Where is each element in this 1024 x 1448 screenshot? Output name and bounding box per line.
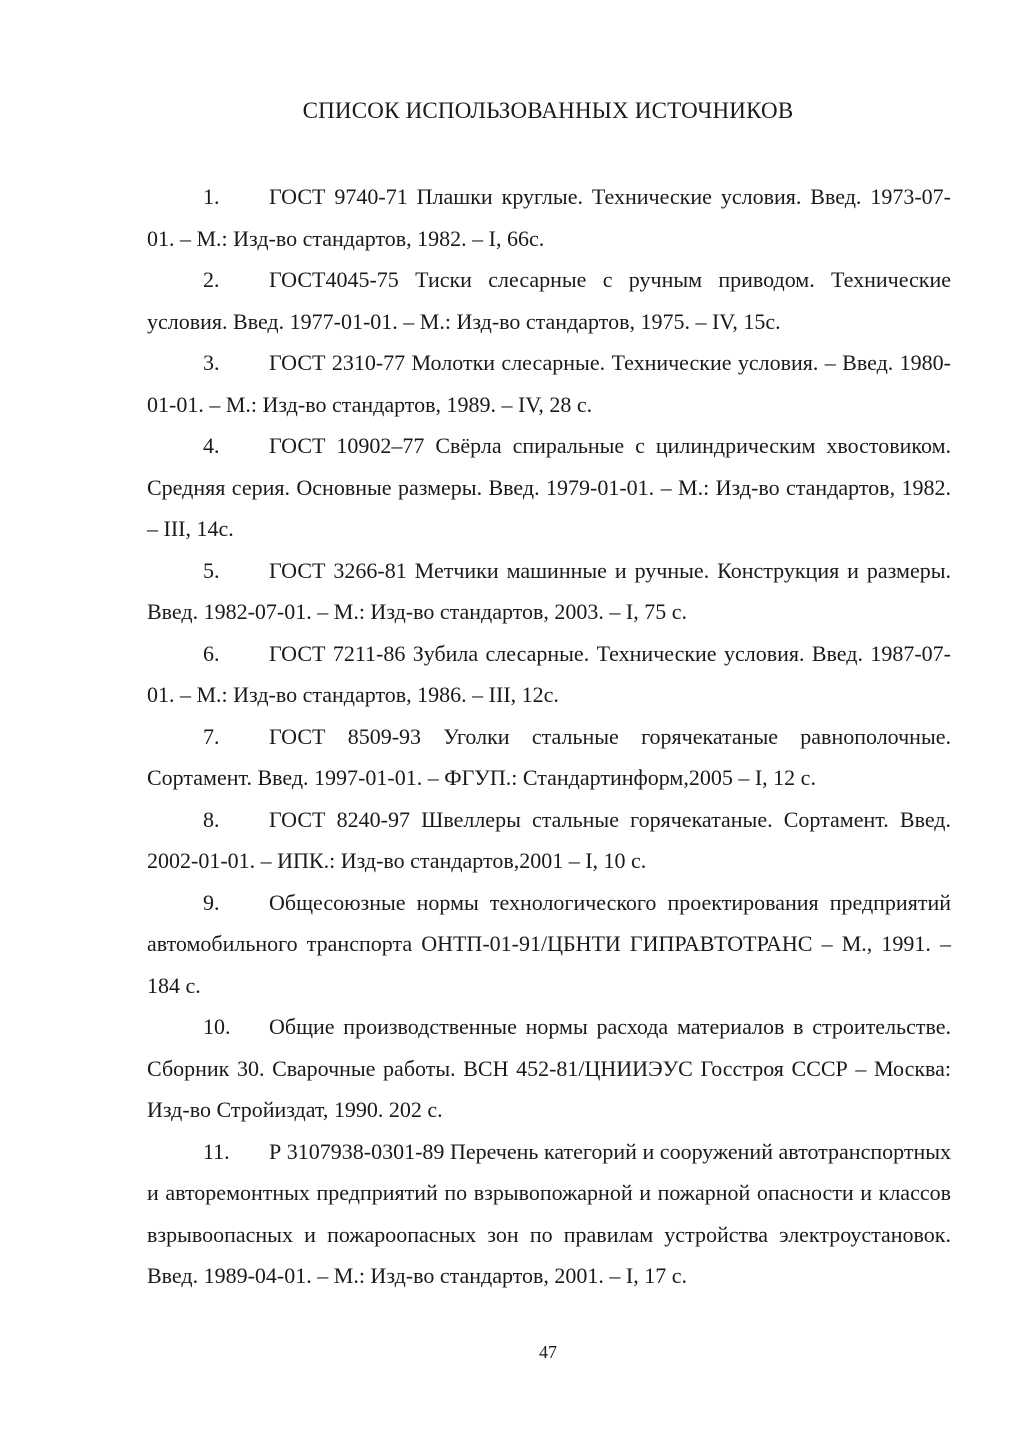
reference-text: ГОСТ4045-75 Тиски слесарные с ручным приводом. Технические условия. Введ. 1977-01-01. – М.: Изд-во стандартов, 1975. – IV, 15с.	[147, 267, 951, 334]
reference-number: 6.	[203, 640, 220, 666]
reference-text: Общие производственные нормы расхода материалов в строительстве. Сборник 30. Сварочные работы. ВСН 452-81/ЦНИИЭУС Госстроя СССР – Москва: Изд-во Стройиздат, 1990. 202 с.	[147, 1014, 951, 1122]
reference-item	[147, 342, 951, 425]
reference-number: 8.	[203, 806, 220, 832]
reference-number: 4.	[203, 433, 220, 458]
reference-number: 10.	[203, 1014, 231, 1039]
reference-text: Р 3107938-0301-89 Перечень категорий и сооружений автотранспортных и авторемонтных предприятий по взрывопожарной и пожарной опасности и классов взрывоопасных и пожароопасных зон по правилам устройства электроустановок. Введ. 1989-04-01. – М.: Изд-во стандартов, 2001. – I, 17 с.	[147, 1138, 951, 1288]
reference-text: ГОСТ 8240-97 Швеллеры стальные горячекатаные. Сортамент. Введ. 2002-01-01. – ИПК.: Изд-во стандартов,2001 – I, 10 с.	[147, 806, 951, 873]
reference-item	[147, 1131, 951, 1297]
reference-item	[147, 882, 951, 1007]
reference-number: 5.	[203, 557, 220, 583]
reference-text: Общесоюзные нормы технологического проектирования предприятий автомобильного транспорта ОНТП-01-91/ЦБНТИ ГИПРАВТОТРАНС – М., 1991. – 184 с.	[147, 889, 951, 998]
reference-text: ГОСТ 7211-86 Зубила слесарные. Технические условия. Введ. 1987-07-01. – М.: Изд-во стандартов, 1986. – III, 12с.	[147, 640, 951, 707]
reference-number: 1.	[203, 184, 220, 209]
reference-number: 3.	[203, 350, 220, 375]
reference-item	[147, 716, 951, 799]
reference-text: ГОСТ 9740-71 Плашки круглые. Технические условия. Введ. 1973-07-01. – М.: Изд-во стандартов, 1982. – I, 66с.	[147, 184, 951, 251]
reference-item	[147, 1006, 951, 1131]
reference-item	[147, 259, 951, 342]
reference-item	[147, 550, 951, 633]
reference-item	[147, 176, 951, 259]
reference-item	[147, 633, 951, 716]
reference-text: ГОСТ 3266-81 Метчики машинные и ручные. Конструкция и размеры. Введ. 1982-07-01. – М.: Изд-во стандартов, 2003. – I, 75 с.	[147, 557, 951, 624]
page-title: СПИСОК ИСПОЛЬЗОВАННЫХ ИСТОЧНИКОВ	[302, 98, 794, 123]
reference-number: 7.	[203, 723, 220, 749]
reference-text: ГОСТ 10902–77 Свёрла спиральные с цилиндрическим хвостовиком. Средняя серия. Основные размеры. Введ. 1979-01-01. – М.: Изд-во стандартов, 1982. – III, 14с.	[147, 433, 951, 541]
reference-text: ГОСТ 8509-93 Уголки стальные горячекатаные равнополочные. Сортамент. Введ. 1997-01-01. – ФГУП.: Стандартинформ,2005 – I, 12 с.	[147, 723, 951, 790]
reference-item	[147, 799, 951, 882]
reference-item	[147, 425, 951, 550]
reference-list	[147, 176, 951, 1297]
reference-text: ГОСТ 2310-77 Молотки слесарные. Технические условия. – Введ. 1980-01-01. – М.: Изд-во стандартов, 1989. – IV, 28 с.	[147, 350, 951, 417]
page-number: 47	[539, 1342, 557, 1362]
reference-number: 9.	[203, 889, 220, 915]
reference-number: 2.	[203, 267, 220, 292]
reference-number: 11.	[203, 1138, 230, 1164]
